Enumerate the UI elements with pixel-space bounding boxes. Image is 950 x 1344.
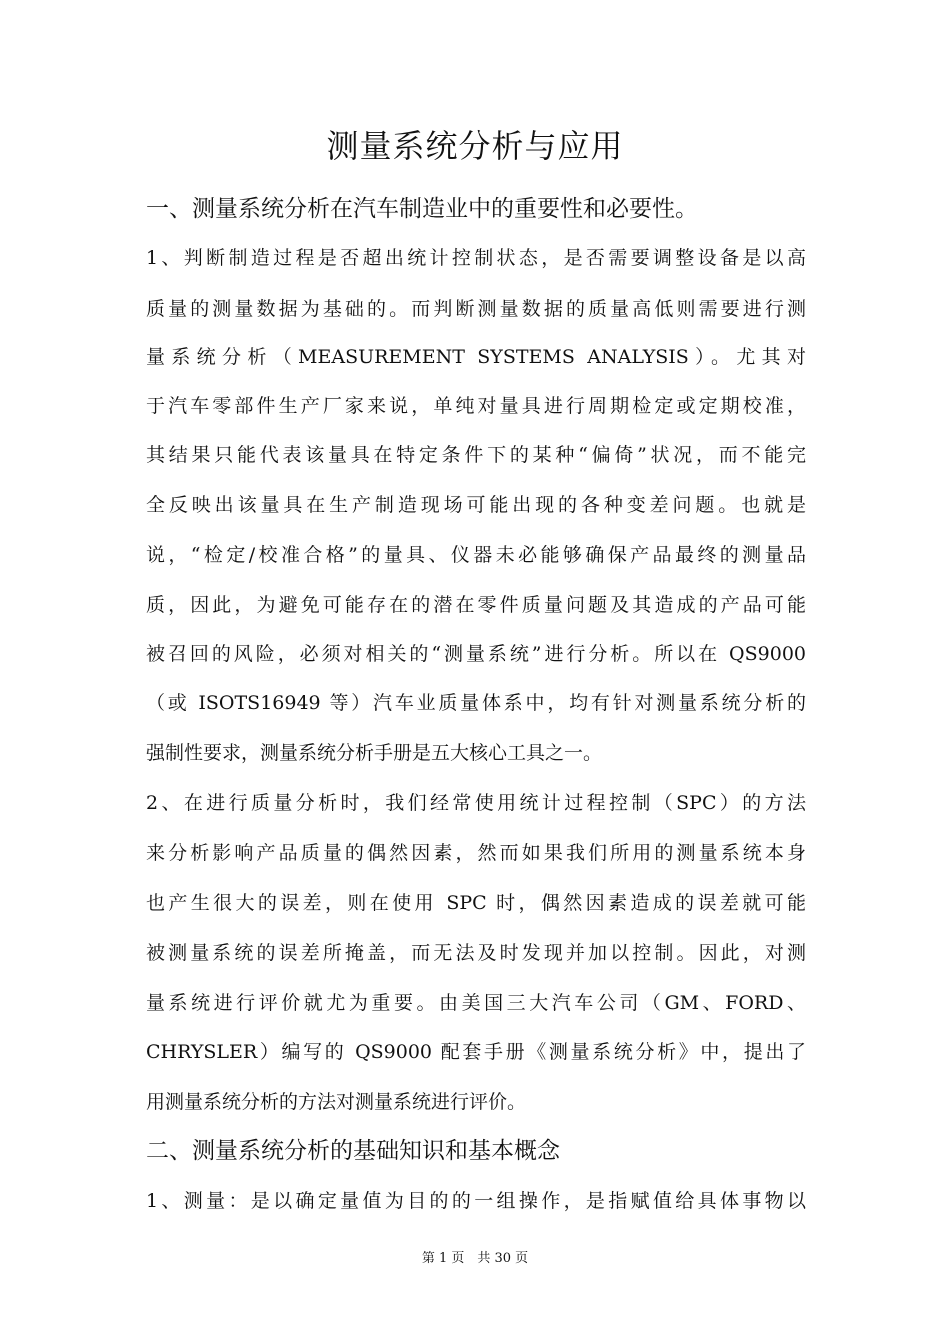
paragraph-line: 被召回的风险，必须对相关的“测量系统”进行分析。所以在 QS9000: [146, 643, 806, 665]
paragraph-line: 质，因此，为避免可能存在的潜在零件质量问题及其造成的产品可能: [146, 594, 806, 616]
paragraph-line: 量系统进行评价就尤为重要。由美国三大汽车公司（GM、FORD、: [146, 992, 806, 1014]
paragraph-line: 质量的测量数据为基础的。而判断测量数据的质量高低则需要进行测: [146, 298, 806, 320]
paragraph-line: 2、在进行质量分析时，我们经常使用统计过程控制（SPC）的方法: [146, 792, 806, 814]
paragraph-line: 来分析影响产品质量的偶然因素，然而如果我们所用的测量系统本身: [146, 842, 806, 864]
paragraph-line: 用测量系统分析的方法对测量系统进行评价。: [146, 1091, 527, 1113]
paragraph-line: 被测量系统的误差所掩盖，而无法及时发现并加以控制。因此，对测: [146, 942, 806, 964]
document-title: 测量系统分析与应用: [326, 127, 624, 165]
paragraph-line: 全反映出该量具在生产制造现场可能出现的各种变差问题。也就是: [146, 494, 806, 516]
paragraph-line: （或 ISOTS16949 等）汽车业质量体系中，均有针对测量系统分析的: [146, 692, 806, 714]
paragraph-line: 1、测量：是以确定量值为目的的一组操作，是指赋值给具体事物以: [146, 1190, 806, 1212]
paragraph-line: 1、判断制造过程是否超出统计控制状态，是否需要调整设备是以高: [146, 247, 806, 269]
paragraph-line: 说，“检定/校准合格”的量具、仪器未必能够确保产品最终的测量品: [146, 544, 806, 566]
paragraph-line: 也产生很大的误差，则在使用 SPC 时，偶然因素造成的误差就可能: [146, 892, 806, 914]
paragraph-line: 其结果只能代表该量具在特定条件下的某种“偏倚”状况，而不能完: [146, 444, 806, 466]
paragraph-line: 量系统分析（MEASUREMENT SYSTEMS ANALYSIS）。尤其对: [146, 346, 806, 368]
section-heading-1: 一、测量系统分析在汽车制造业中的重要性和必要性。: [146, 196, 698, 222]
section-heading-2: 二、测量系统分析的基础知识和基本概念: [146, 1138, 560, 1164]
page-footer: 第 1 页 共 30 页: [421, 1251, 529, 1266]
paragraph-line: CHRYSLER）编写的 QS9000 配套手册《测量系统分析》中，提出了: [146, 1041, 806, 1063]
paragraph-line: 于汽车零部件生产厂家来说，单纯对量具进行周期检定或定期校准，: [146, 395, 806, 417]
paragraph-line: 强制性要求，测量系统分析手册是五大核心工具之一。: [146, 742, 603, 764]
